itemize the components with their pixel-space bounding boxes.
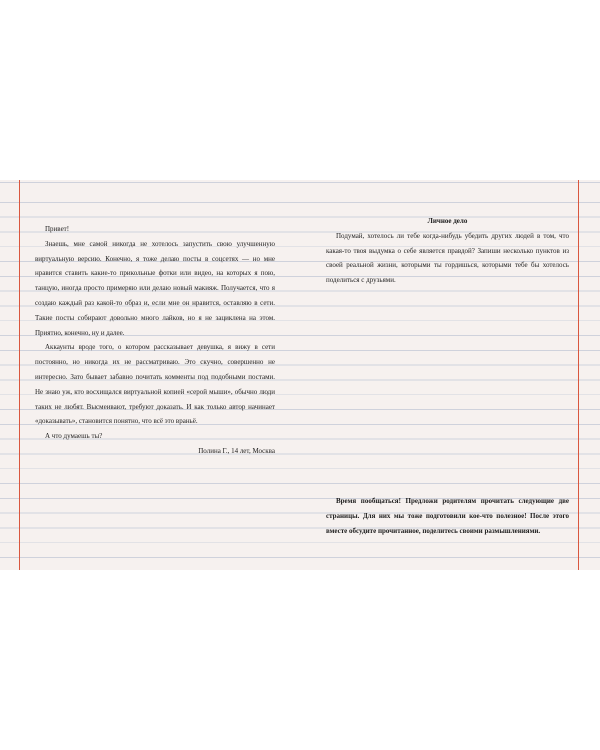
task-text: Подумай, хотелось ли тебе когда-нибудь убедить других людей в том, что какая-то твоя выдумка о себе является правдой? Запиши несколько пунктов из своей реальной жизни, которыми ты гордишься, которыми тебе бы хотелось поделиться с друзьями. (326, 231, 569, 285)
left-margin-line (19, 180, 20, 570)
writing-space (326, 288, 569, 494)
signature: Полина Г., 14 лет, Москва (198, 446, 275, 455)
right-margin-line (578, 180, 579, 570)
right-page-text (326, 214, 569, 538)
section-heading: Личное дело (427, 217, 468, 225)
paragraph-1: Знаешь, мне самой никогда не хотелось запустить свою улучшенную виртуальную версию. Конечно, я тоже делаю посты в соцсетях — но мне нравится ставить какие-то прикольные фотки или видео, на которых я пою, танцую, иногда просто примеряю или делаю новый макияж. Получается, что я создаю каждый раз какой-то образ и, если мне он нравится, оставляю в сети. Такие посты собирают довольно много лайков, но я не зациклена на этом. Приятно, конечно, ну и далее. (35, 239, 275, 337)
question: А что думаешь ты? (45, 432, 103, 441)
parents-note: Время пообщаться! Предложи родителям прочитать следующие две страницы. Для них мы тоже подготовили кое-что полезное! После этого вместе обсудите прочитанное, поделитесь своими размышлениями. (326, 496, 569, 535)
left-page-text (35, 222, 275, 459)
paragraph-2: Аккаунты вроде того, о котором рассказывает девушка, я вижу в сети постоянно, но никогда их не рассматриваю. Это скучно, совершенно не интересно. Зато бывает забавно почитать комменты под подобными постами. Не знаю уж, кто восхищался виртуальной копией «серой мыши», обычно люди таких не любят. Высмеивают, требуют доказать. И как только автор начинает «доказывать», становится понятно, что всё это враньё. (35, 343, 275, 426)
greeting: Привет! (45, 225, 70, 233)
